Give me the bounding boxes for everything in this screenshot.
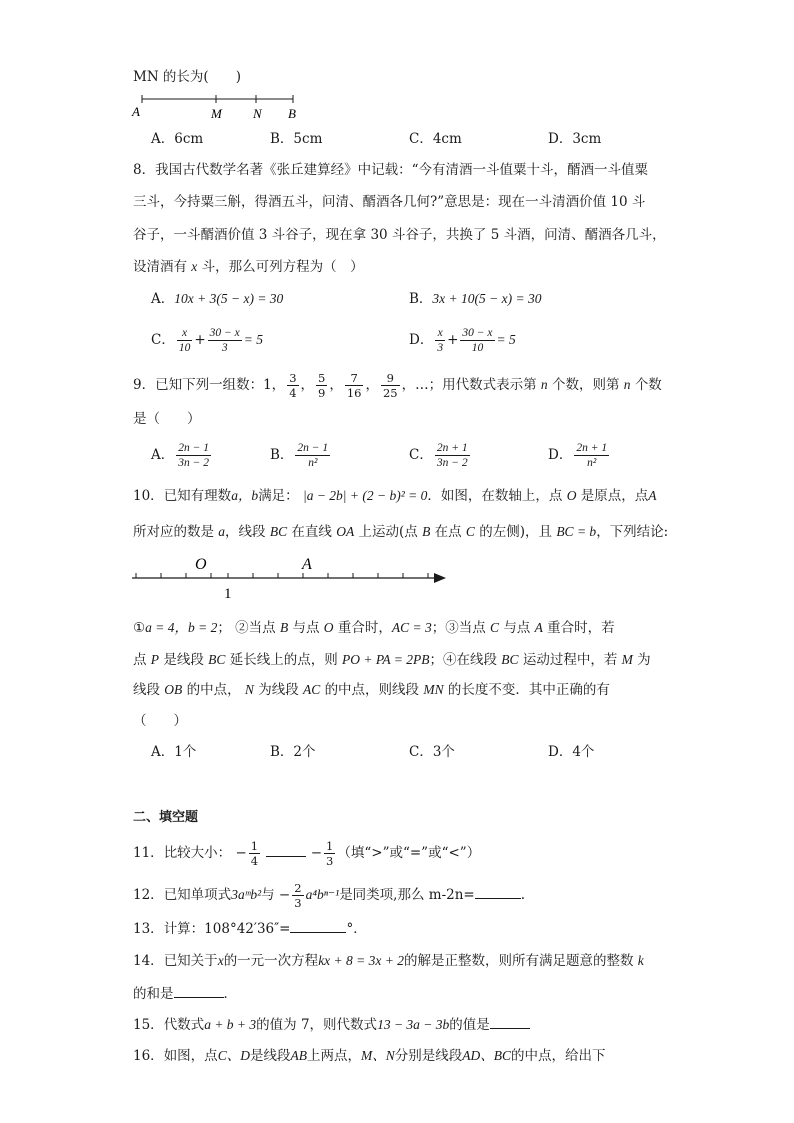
q10-option-b[interactable]: B．2个 [270, 744, 316, 760]
q10-option-a[interactable]: A．1个 [151, 744, 197, 760]
q7-segment-diagram [130, 92, 305, 122]
q14-line-1: 14．已知关于x的一元一次方程kx + 8 = 3x + 2的解是正整数，则所有满足题意的整数 k [133, 953, 644, 969]
q8-option-a[interactable]: A．10x + 3(5 − x) = 30 [151, 291, 284, 307]
q8-line-3: 谷子，一斗醑酒价值 3 斗谷子，现在拿 30 斗谷子，共换了 5 斗酒，问清、醑酒各几斗， [133, 227, 666, 243]
point-label-n: N [253, 106, 262, 121]
q13: 13．计算：108°42′36″= °． [133, 918, 367, 939]
q9-option-c[interactable]: C． $\frac{2n + 1}{3n - 2}$ [409, 442, 468, 469]
origin-label: O [195, 556, 207, 573]
q13-answer-blank[interactable] [290, 918, 346, 933]
q10-answer-paren: （ ） [133, 713, 187, 729]
q10-statements-line-1: ①a = 4，b = 2； ②当点 B 与点 O 重合时，AC = 3；③当点 C 与点 A 重合时，若 [133, 620, 615, 636]
q8-option-d[interactable]: D． $\frac{x}{3}$ + $\frac{30 - x}{10}$ = 5 [409, 327, 516, 354]
q7-option-b[interactable]: B．5cm [270, 131, 323, 147]
q9-option-b[interactable]: B． $\frac{2n - 1}{\text{n²}}$ [270, 442, 329, 469]
q10-number-line [128, 552, 458, 604]
tick-label-one: 1 [224, 586, 232, 602]
q8-line-2: 三斗，今持粟三斛，得酒五斗，问清、醑酒各几何?”意思是：现在一斗清酒价值 10 斗 [133, 194, 646, 210]
q7-option-c[interactable]: C．4cm [409, 131, 462, 147]
q16-line-1: 16．如图，点C、D是线段AB上两点，M、N分别是线段AD、BC的中点，给出下 [133, 1048, 606, 1064]
q7-option-d[interactable]: D．3cm [548, 131, 602, 147]
q11: 11．比较大小： − $\frac{1}{4}$ − $\frac{1}{3}$ （填“>”或“=”或“<”） [133, 839, 481, 868]
q8-line-4: 设清酒有 x 斗，那么可列方程为（ ） [133, 259, 364, 275]
q15-answer-blank[interactable] [490, 1014, 530, 1029]
q8-line-1: 8．我国古代数学名著《张丘建算经》中记载：“今有清酒一斗值粟十斗，醑酒一斗值粟 [133, 162, 648, 178]
q10-statements-line-2: 点 P 是线段 BC 延长线上的点，则 PO + PA = 2PB；④在线段 BC 运动过程中，若 M 为 [133, 652, 651, 668]
q12: 12．已知单项式3aᵐb²与 − $\frac{2}{3}$ a⁴bⁿ⁻¹是同类项,那么 m-2n= . [133, 881, 526, 910]
q7-stem-tail: MN 的长为( ) [133, 69, 241, 85]
point-label-m: M [211, 106, 222, 121]
point-a-label: A [302, 556, 312, 573]
q8-option-c[interactable]: C． $\frac{x}{10}$ + $\frac{30 - x}{3}$ = 5 [151, 327, 264, 354]
q14-line-2: 的和是 ． [133, 983, 237, 1004]
q10-statements-line-3: 线段 OB 的中点， N 为线段 AC 的中点，则线段 MN 的长度不变．其中正确的有 [133, 682, 610, 698]
point-label-a: A [132, 104, 140, 119]
q10-line-2: 所对应的数是 a，线段 BC 在直线 OA 上运动(点 B 在点 C 的左侧)，且 BC = b，下列结论: [133, 524, 669, 540]
q9-option-d[interactable]: D． $\frac{2n + 1}{\text{n²}}$ [548, 442, 608, 469]
q11-answer-blank[interactable] [266, 842, 306, 857]
q8-option-b[interactable]: B．3x + 10(5 − x) = 30 [409, 291, 542, 307]
q9-option-a[interactable]: A． $\frac{2n - 1}{3n - 2}$ [151, 442, 210, 469]
section-title-fill-in: 二、填空题 [133, 810, 199, 825]
q7-option-a[interactable]: A．6cm [151, 131, 204, 147]
q9-line-2: 是（ ） [133, 411, 201, 427]
q15: 15．代数式a + b + 3的值为 7，则代数式13 − 3a − 3b的值是 [133, 1014, 530, 1035]
q10-option-c[interactable]: C．3个 [409, 744, 455, 760]
point-label-b: B [288, 106, 296, 121]
q9-line-1: 9．已知下列一组数：1， $\frac{3}{4}$ ， $\frac{5}{9}$ ， $\frac{7}{16}$ ， $\frac{9}{25}$ ，…；用代数式表示第 n 个数，则第 n 个数 [133, 371, 662, 400]
q14-answer-blank[interactable] [174, 983, 224, 998]
q10-option-d[interactable]: D．4个 [548, 744, 595, 760]
q12-answer-blank[interactable] [475, 884, 521, 899]
q10-line-1: 10．已知有理数a，b满足： |a − 2b| + (2 − b)² = 0．如图，在数轴上，点 O 是原点，点A [133, 488, 657, 504]
